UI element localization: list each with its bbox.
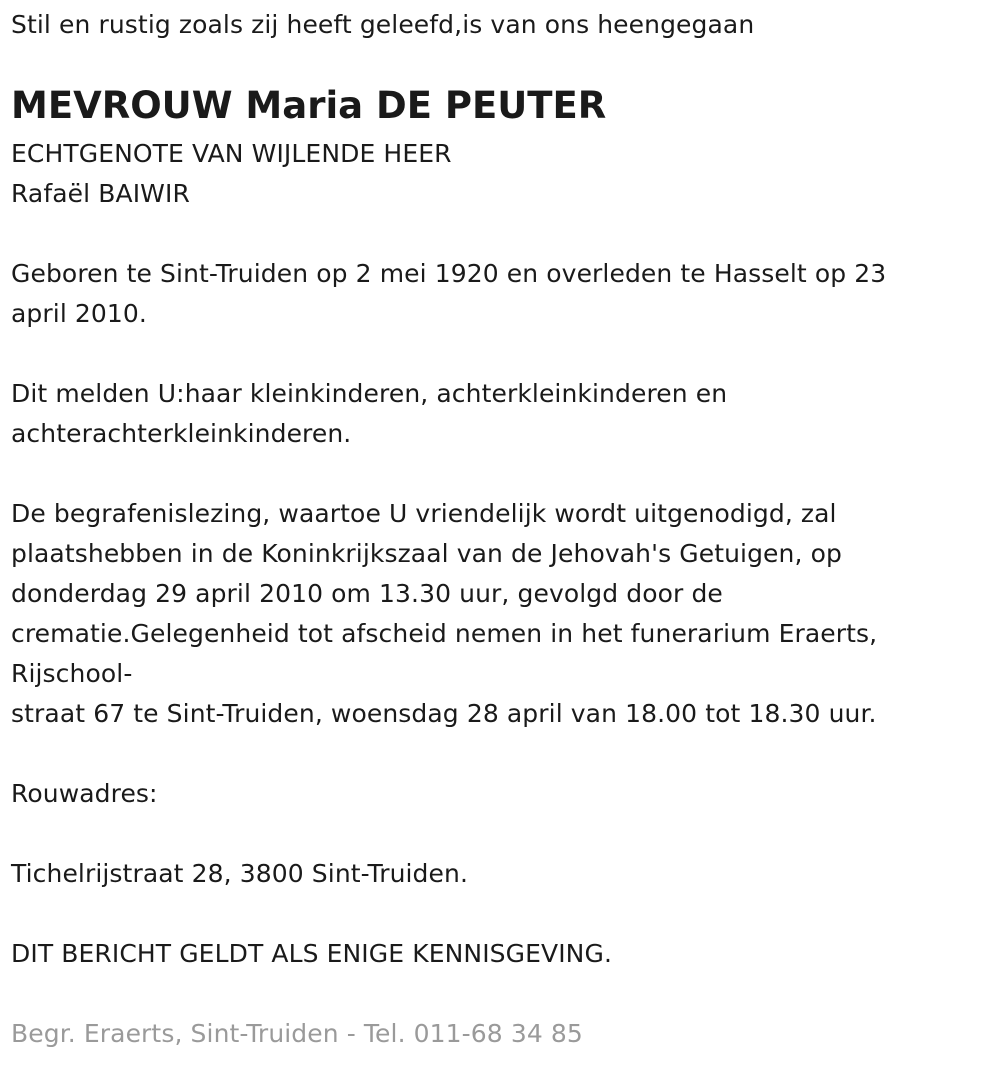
spouse-line-1: ECHTGENOTE VAN WIJLENDE HEER	[11, 139, 452, 168]
ceremony-block	[11, 494, 877, 734]
mourning-address-label: Rouwadres:	[11, 779, 158, 808]
deceased-name: MEVROUW Maria DE PEUTER	[11, 84, 607, 127]
announcers-line-1: Dit melden U:haar kleinkinderen, achterkleinkinderen en	[11, 379, 728, 408]
sole-notice-line: DIT BERICHT GELDT ALS ENIGE KENNISGEVING.	[11, 939, 612, 968]
ceremony-line-5: Rijschool-	[11, 659, 133, 688]
ceremony-line-2: plaatshebben in de Koninkrijkszaal van de Jehovah's Getuigen, op	[11, 539, 842, 568]
spouse-block	[11, 134, 452, 214]
ceremony-line-4: crematie.Gelegenheid tot afscheid nemen in het funerarium Eraerts,	[11, 619, 878, 648]
spouse-line-2: Rafaël BAIWIR	[11, 179, 190, 208]
birth-death-line-2: april 2010.	[11, 299, 147, 328]
intro-line: Stil en rustig zoals zij heeft geleefd,is van ons heengegaan	[11, 10, 755, 39]
announcers-block	[11, 374, 727, 454]
mourning-address: Tichelrijstraat 28, 3800 Sint-Truiden.	[11, 859, 468, 888]
announcers-line-2: achterachterkleinkinderen.	[11, 419, 352, 448]
ceremony-line-3: donderdag 29 april 2010 om 13.30 uur, gevolgd door de	[11, 579, 723, 608]
birth-death-line-1: Geboren te Sint-Truiden op 2 mei 1920 en overleden te Hasselt op 23	[11, 259, 887, 288]
ceremony-line-1: De begrafenislezing, waartoe U vriendelijk wordt uitgenodigd, zal	[11, 499, 837, 528]
ceremony-line-6: straat 67 te Sint-Truiden, woensdag 28 april van 18.00 tot 18.30 uur.	[11, 699, 877, 728]
funeral-home-footer: Begr. Eraerts, Sint-Truiden - Tel. 011-68 34 85	[11, 1019, 583, 1048]
birth-death-block	[11, 254, 886, 334]
